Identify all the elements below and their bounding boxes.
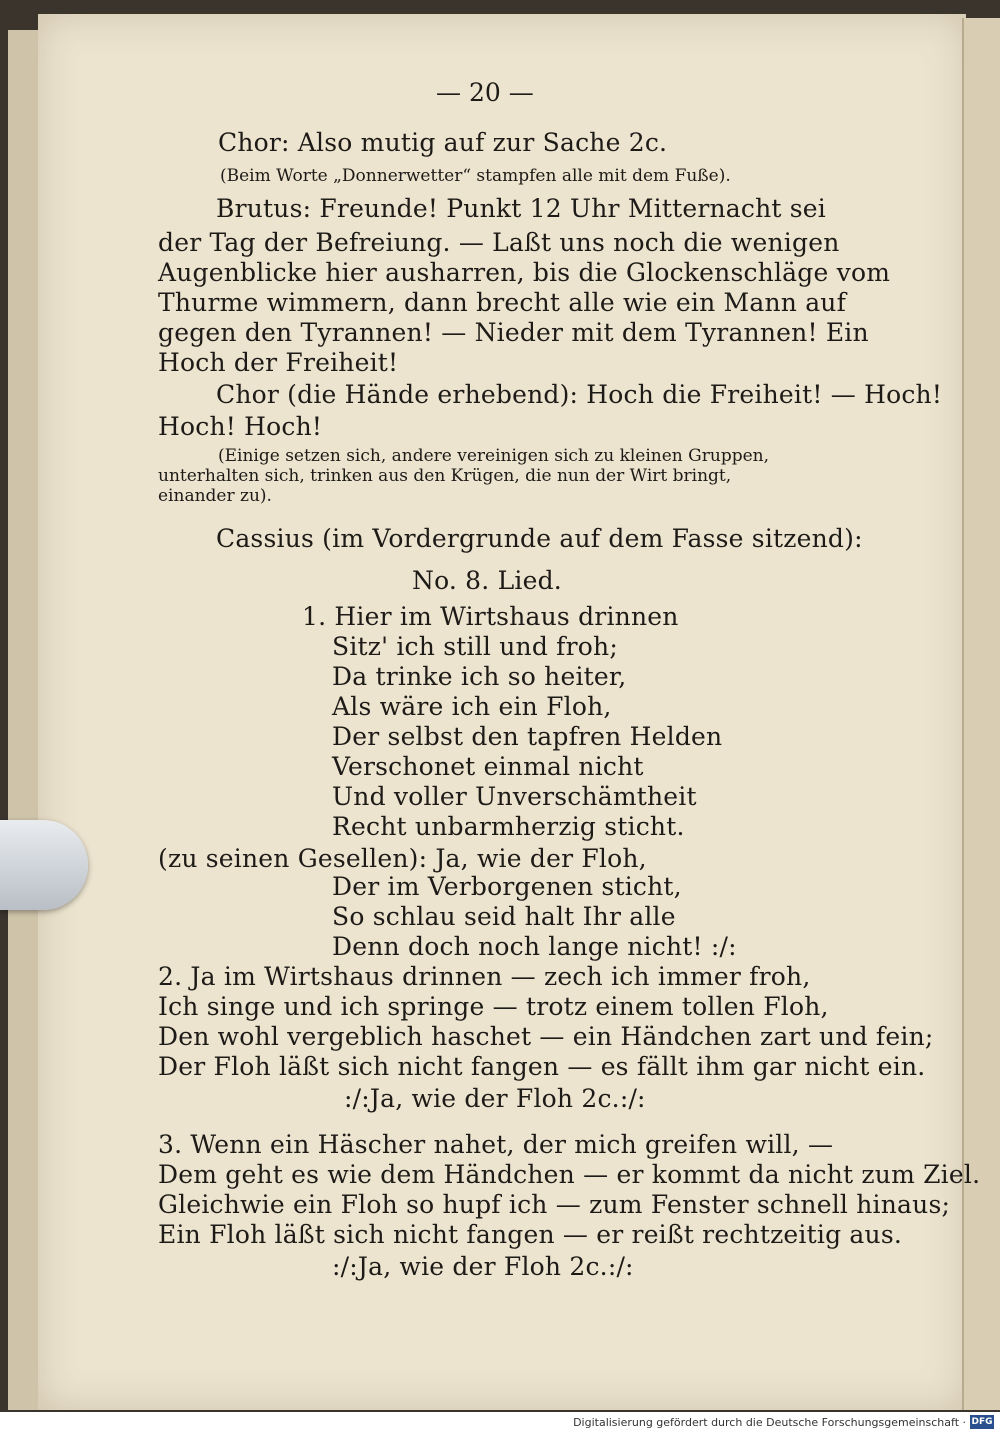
text-line: gegen den Tyrannen! — Nieder mit dem Tyrannen! Ein bbox=[158, 318, 869, 347]
text-line: 2. Ja im Wirtshaus drinnen — zech ich immer froh, bbox=[158, 962, 811, 991]
text-line: Brutus: Freunde! Punkt 12 Uhr Mitternacht sei bbox=[216, 194, 827, 223]
text-line: 1. Hier im Wirtshaus drinnen bbox=[302, 602, 679, 631]
text-line: Cassius (im Vordergrunde auf dem Fasse sitzend): bbox=[216, 524, 863, 553]
text-line: Chor: Also mutig auf zur Sache 2c. bbox=[218, 128, 668, 157]
text-line: unterhalten sich, trinken aus den Krügen, die nun der Wirt bringt, bbox=[158, 466, 732, 486]
facing-page-edge bbox=[962, 18, 1000, 1410]
book-left-edge bbox=[8, 30, 38, 1410]
text-line: Thurme wimmern, dann brecht alle wie ein Mann auf bbox=[158, 288, 847, 317]
funding-credit: Digitalisierung gefördert durch die Deutsche Forschungsgemeinschaft · bbox=[573, 1416, 966, 1429]
text-line: Augenblicke hier ausharren, bis die Glockenschläge vom bbox=[158, 258, 891, 287]
text-line: Sitz' ich still und froh; bbox=[332, 632, 618, 661]
text-line: Und voller Unverschämtheit bbox=[332, 782, 697, 811]
text-line: Ich singe und ich springe — trotz einem tollen Floh, bbox=[158, 992, 829, 1021]
text-line: (zu seinen Gesellen): Ja, wie der Floh, bbox=[158, 844, 647, 873]
text-line: Denn doch noch lange nicht! :/: bbox=[332, 932, 737, 961]
text-line: Der Floh läßt sich nicht fangen — es fällt ihm gar nicht ein. bbox=[158, 1052, 926, 1081]
text-line: Den wohl vergeblich haschet — ein Händchen zart und fein; bbox=[158, 1022, 934, 1051]
text-line: Ein Floh läßt sich nicht fangen — er reißt rechtzeitig aus. bbox=[158, 1220, 903, 1249]
text-line: (Einige setzen sich, andere vereinigen sich zu kleinen Gruppen, bbox=[218, 446, 769, 466]
text-line: Dem geht es wie dem Händchen — er kommt da nicht zum Ziel. bbox=[158, 1160, 981, 1189]
text-line: Hoch! Hoch! bbox=[158, 412, 323, 441]
text-line: :/:Ja, wie der Floh 2c.:/: bbox=[332, 1252, 634, 1281]
text-line: :/:Ja, wie der Floh 2c.:/: bbox=[344, 1084, 646, 1113]
page-number: — 20 — bbox=[436, 78, 534, 107]
text-line: Als wäre ich ein Floh, bbox=[332, 692, 612, 721]
text-line: Da trinke ich so heiter, bbox=[332, 662, 627, 691]
text-line: Verschonet einmal nicht bbox=[332, 752, 644, 781]
text-line: einander zu). bbox=[158, 486, 272, 506]
text-line: der Tag der Befreiung. — Laßt uns noch die wenigen bbox=[158, 228, 840, 257]
page-clip bbox=[0, 820, 88, 910]
text-line: Recht unbarmherzig sticht. bbox=[332, 812, 685, 841]
footer-bar bbox=[0, 1412, 1000, 1434]
text-line: Chor (die Hände erhebend): Hoch die Freiheit! — Hoch! bbox=[216, 380, 943, 409]
text-line: Der im Verborgenen sticht, bbox=[332, 872, 682, 901]
text-line: Hoch der Freiheit! bbox=[158, 348, 399, 377]
text-line: No. 8. Lied. bbox=[412, 566, 562, 595]
text-line: Der selbst den tapfren Helden bbox=[332, 722, 723, 751]
text-line: (Beim Worte „Donnerwetter“ stampfen alle mit dem Fuße). bbox=[220, 166, 731, 186]
dfg-logo: DFG bbox=[971, 1417, 993, 1427]
text-line: 3. Wenn ein Häscher nahet, der mich greifen will, — bbox=[158, 1130, 834, 1159]
text-line: Gleichwie ein Floh so hupf ich — zum Fenster schnell hinaus; bbox=[158, 1190, 951, 1219]
text-line: So schlau seid halt Ihr alle bbox=[332, 902, 676, 931]
